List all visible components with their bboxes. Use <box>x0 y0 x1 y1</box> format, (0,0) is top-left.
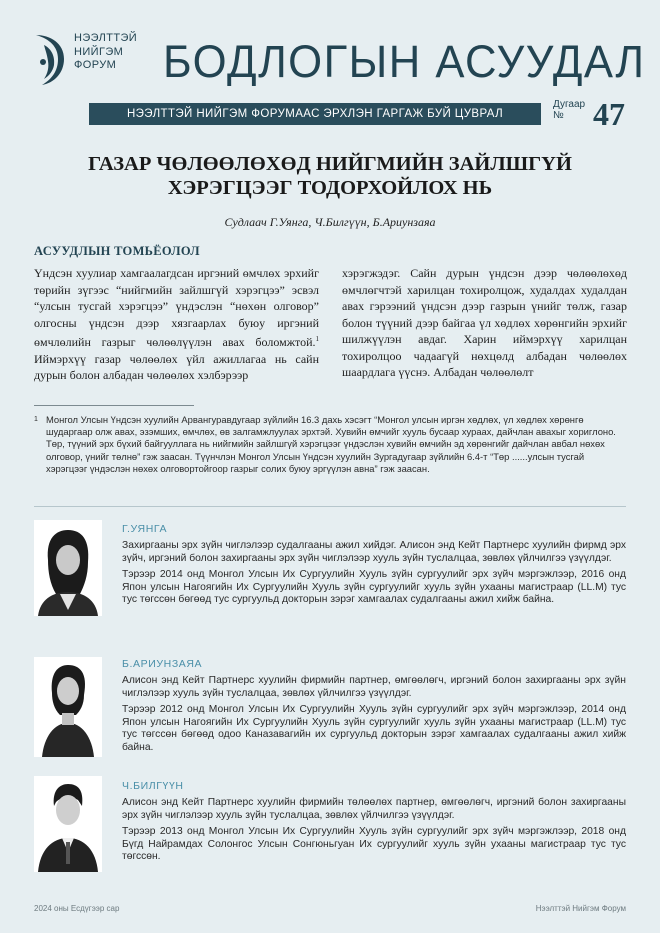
footer-date: 2024 оны Есдүгээр сар <box>34 904 120 913</box>
body-column-right <box>342 265 627 381</box>
logo-line: НИЙГЭМ <box>74 45 124 58</box>
bio-paragraph: Тэрээр 2012 онд Монгол Улсын Их Сургуулийн Хууль зүйн сургуулийг эрх зүйч мэргэжлээр, 2014 онд Япон улсын Нагоягийн Их Сургуулийн Хууль зүйн сургуулийг хууль зүйн ухааны магистраар (LL.M) тус тус төгссөн бөгөөд одоо Каназавагийн их сургуульд докторын зэрэг хамгаалах судалгааны ажил хийж байна. <box>122 704 626 753</box>
footnote-number: 1 <box>34 416 38 423</box>
forum-logo-icon <box>30 29 72 91</box>
author-photo-uyanga <box>34 520 102 616</box>
body-paragraph <box>34 265 319 384</box>
publication-title: БОДЛОГЫН АСУУДАЛ <box>163 36 646 87</box>
author-photo-ariunzaya <box>34 657 102 757</box>
bio-paragraph: Тэрээр 2014 онд Монгол Улсын Их Сургуулийн Хууль зүйн сургуулийг эрх зүйч мэргэжлээр, 2016 онд Япон улсын Нагоягийн Их Сургуулийн Хууль зүйн сургуулийг хууль зүйн ухааны магистраар (LL.M) тус тус төгссөн бөгөөд тус сургуульд докторын зэрэг хамгаалах судалгааны ажил хийж байна. <box>122 569 626 606</box>
logo-line: НЭЭЛТТЭЙ <box>74 32 138 44</box>
author-bio <box>122 797 626 868</box>
issue-sign: № <box>553 110 564 121</box>
author-photo-bilguun <box>34 776 102 872</box>
author-name: Ч.БИЛГҮҮН <box>122 780 184 792</box>
footer-publisher: Нээлттэй Нийгэм Форум <box>535 904 626 913</box>
article-title <box>40 152 620 200</box>
bio-paragraph: Алисон энд Кейт Партнерс хуулийн фирмийн төлөөлөх партнер, өмгөөлөгч, иргэний болон захиргааны эрх зүйн чиглэлээр хууль зүйн туслалцаа, зөвлөх үйлчилгээ үзүүлдэг. <box>122 797 626 821</box>
author-name: Б.АРИУНЗАЯА <box>122 658 203 670</box>
section-title: АСУУДЛЫН ТОМЬЁОЛОЛ <box>34 244 200 258</box>
issue-label <box>553 99 585 121</box>
article-title-line: ХЭРЭГЦЭЭГ ТОДОРХОЙЛОХ НЬ <box>167 177 493 199</box>
issue-label-text: Дугаар <box>553 99 586 110</box>
section-divider <box>34 506 626 507</box>
body-column-left <box>34 265 319 384</box>
article-title-line: ГАЗАР ЧӨЛӨӨЛӨХӨД НИЙГМИЙН ЗАЙЛШГҮЙ <box>88 153 572 175</box>
author-bio <box>122 540 626 611</box>
author-bio <box>122 675 626 759</box>
issue-number: 47 <box>593 96 625 132</box>
footnote-divider <box>34 405 194 406</box>
author-name: Г.УЯНГА <box>122 523 168 535</box>
bio-paragraph: Захиргааны эрх зүйн чиглэлээр судалгааны ажил хийдэг. Алисон энд Кейт Партнерс хуулийн фирмд эрх зүйч, иргэний болон захиргааны эрх зүйн чиглэлээр хууль зүйн туслалцаа, зөвлөх үйлчилгээ үзүүлдэг. <box>122 540 626 564</box>
logo-line: ФОРУМ <box>74 59 117 71</box>
body-text: Иймэрхүү газар чөлөөлөх үйл ажиллагаа нь сайн дурын болон албадан чөлөөлөх хэлбэрээр <box>34 351 319 382</box>
footnote-ref[interactable]: 1 <box>315 335 319 343</box>
body-paragraph: хэрэгжэдэг. Сайн дурын үндсэн дээр чөлөөлөхөд өмчлөгчтэй харилцан тохиролцож, худалдах худалдан авах гэрээний үндсэн дээр газрын үнийг төлж, газар болон түүний дээр байгаа үл хөдлөх хөрөнгийн эрхийг шилжүүлэн авдаг. Харин иймэрхүү харилцан тохиролцоо чадаагүй нөхцөлд албадан чөлөөлөх шаардлага үүснэ. Албадан чөлөөлөлт <box>342 266 627 379</box>
article-authors: Судлаач Г.Уянга, Ч.Билгүүн, Б.Ариунзаяа <box>224 215 436 229</box>
logo-text <box>74 32 137 73</box>
bio-paragraph: Тэрээр 2013 онд Монгол Улсын Их Сургуулийн Хууль зүйн сургуулийг эрх зүйч мэргэжлээр, 2018 онд Бүгд Найрамдах Солонгос Улсын Сонгюньгуан Их сургуулийг хууль зүйн ухааны магистраар тус тус төгссөн. <box>122 826 626 863</box>
body-text: Үндсэн хуулиар хамгаалагдсан иргэний өмчлөх эрхийг төрийн зүгээс “нийгмийн зайлшгүй хэрэгцээ” эсвэл “улсын тусгай хэрэгцээ” үндэслэн “нөхөн олговор” олгосны үндсэн дээр хязгаарлах буюу иргэний өмчлөлийн газрыг чөлөөлүүлэн авах боломжтой. <box>34 266 319 349</box>
series-banner: НЭЭЛТТЭЙ НИЙГЭМ ФОРУМААС ЭРХЛЭН ГАРГАЖ БУЙ ЦУВРАЛ <box>89 103 541 125</box>
bio-paragraph: Алисон энд Кейт Партнерс хуулийн фирмийн партнер, өмгөөлөгч, иргэний болон захиргааны эрх зүйн чиглэлээр хууль зүйн туслалцаа, зөвлөх үйлчилгээ үзүүлдэг. <box>122 675 626 699</box>
footnote-text: Монгол Улсын Үндсэн хуулийн Арвангуравдугаар зүйлийн 16.3 дахь хэсэгт “Монгол улсын иргэн хөдлөх, үл хөдлөх хөрөнгө шударгаар олж авах, эзэмших, өмчлөх, өв залгамжлуулах эрхтэй. Хувийн өмчийг хууль бусаар хураах, дайчлан авахыг хориглоно. Төр, түүний эрх бүхий байгууллага нь нийгмийн зайлшгүй хэрэгцээг үндэслэн хувийн өмчийн эд хөрөнгийг дайчлан авбал нөхөх олговор, үнийг төлнө” гэж заасан. Түүнчлэн Монгол Улсын Үндсэн хуулийн Зургадугаар зүйлийн 6.4-т “Төр ......улсын тусгай хэрэгцээг үндэслэн нөхөх олговортойгоор газрыг солих буюу эргүүлэн авна” гэж заасан. <box>46 414 616 474</box>
